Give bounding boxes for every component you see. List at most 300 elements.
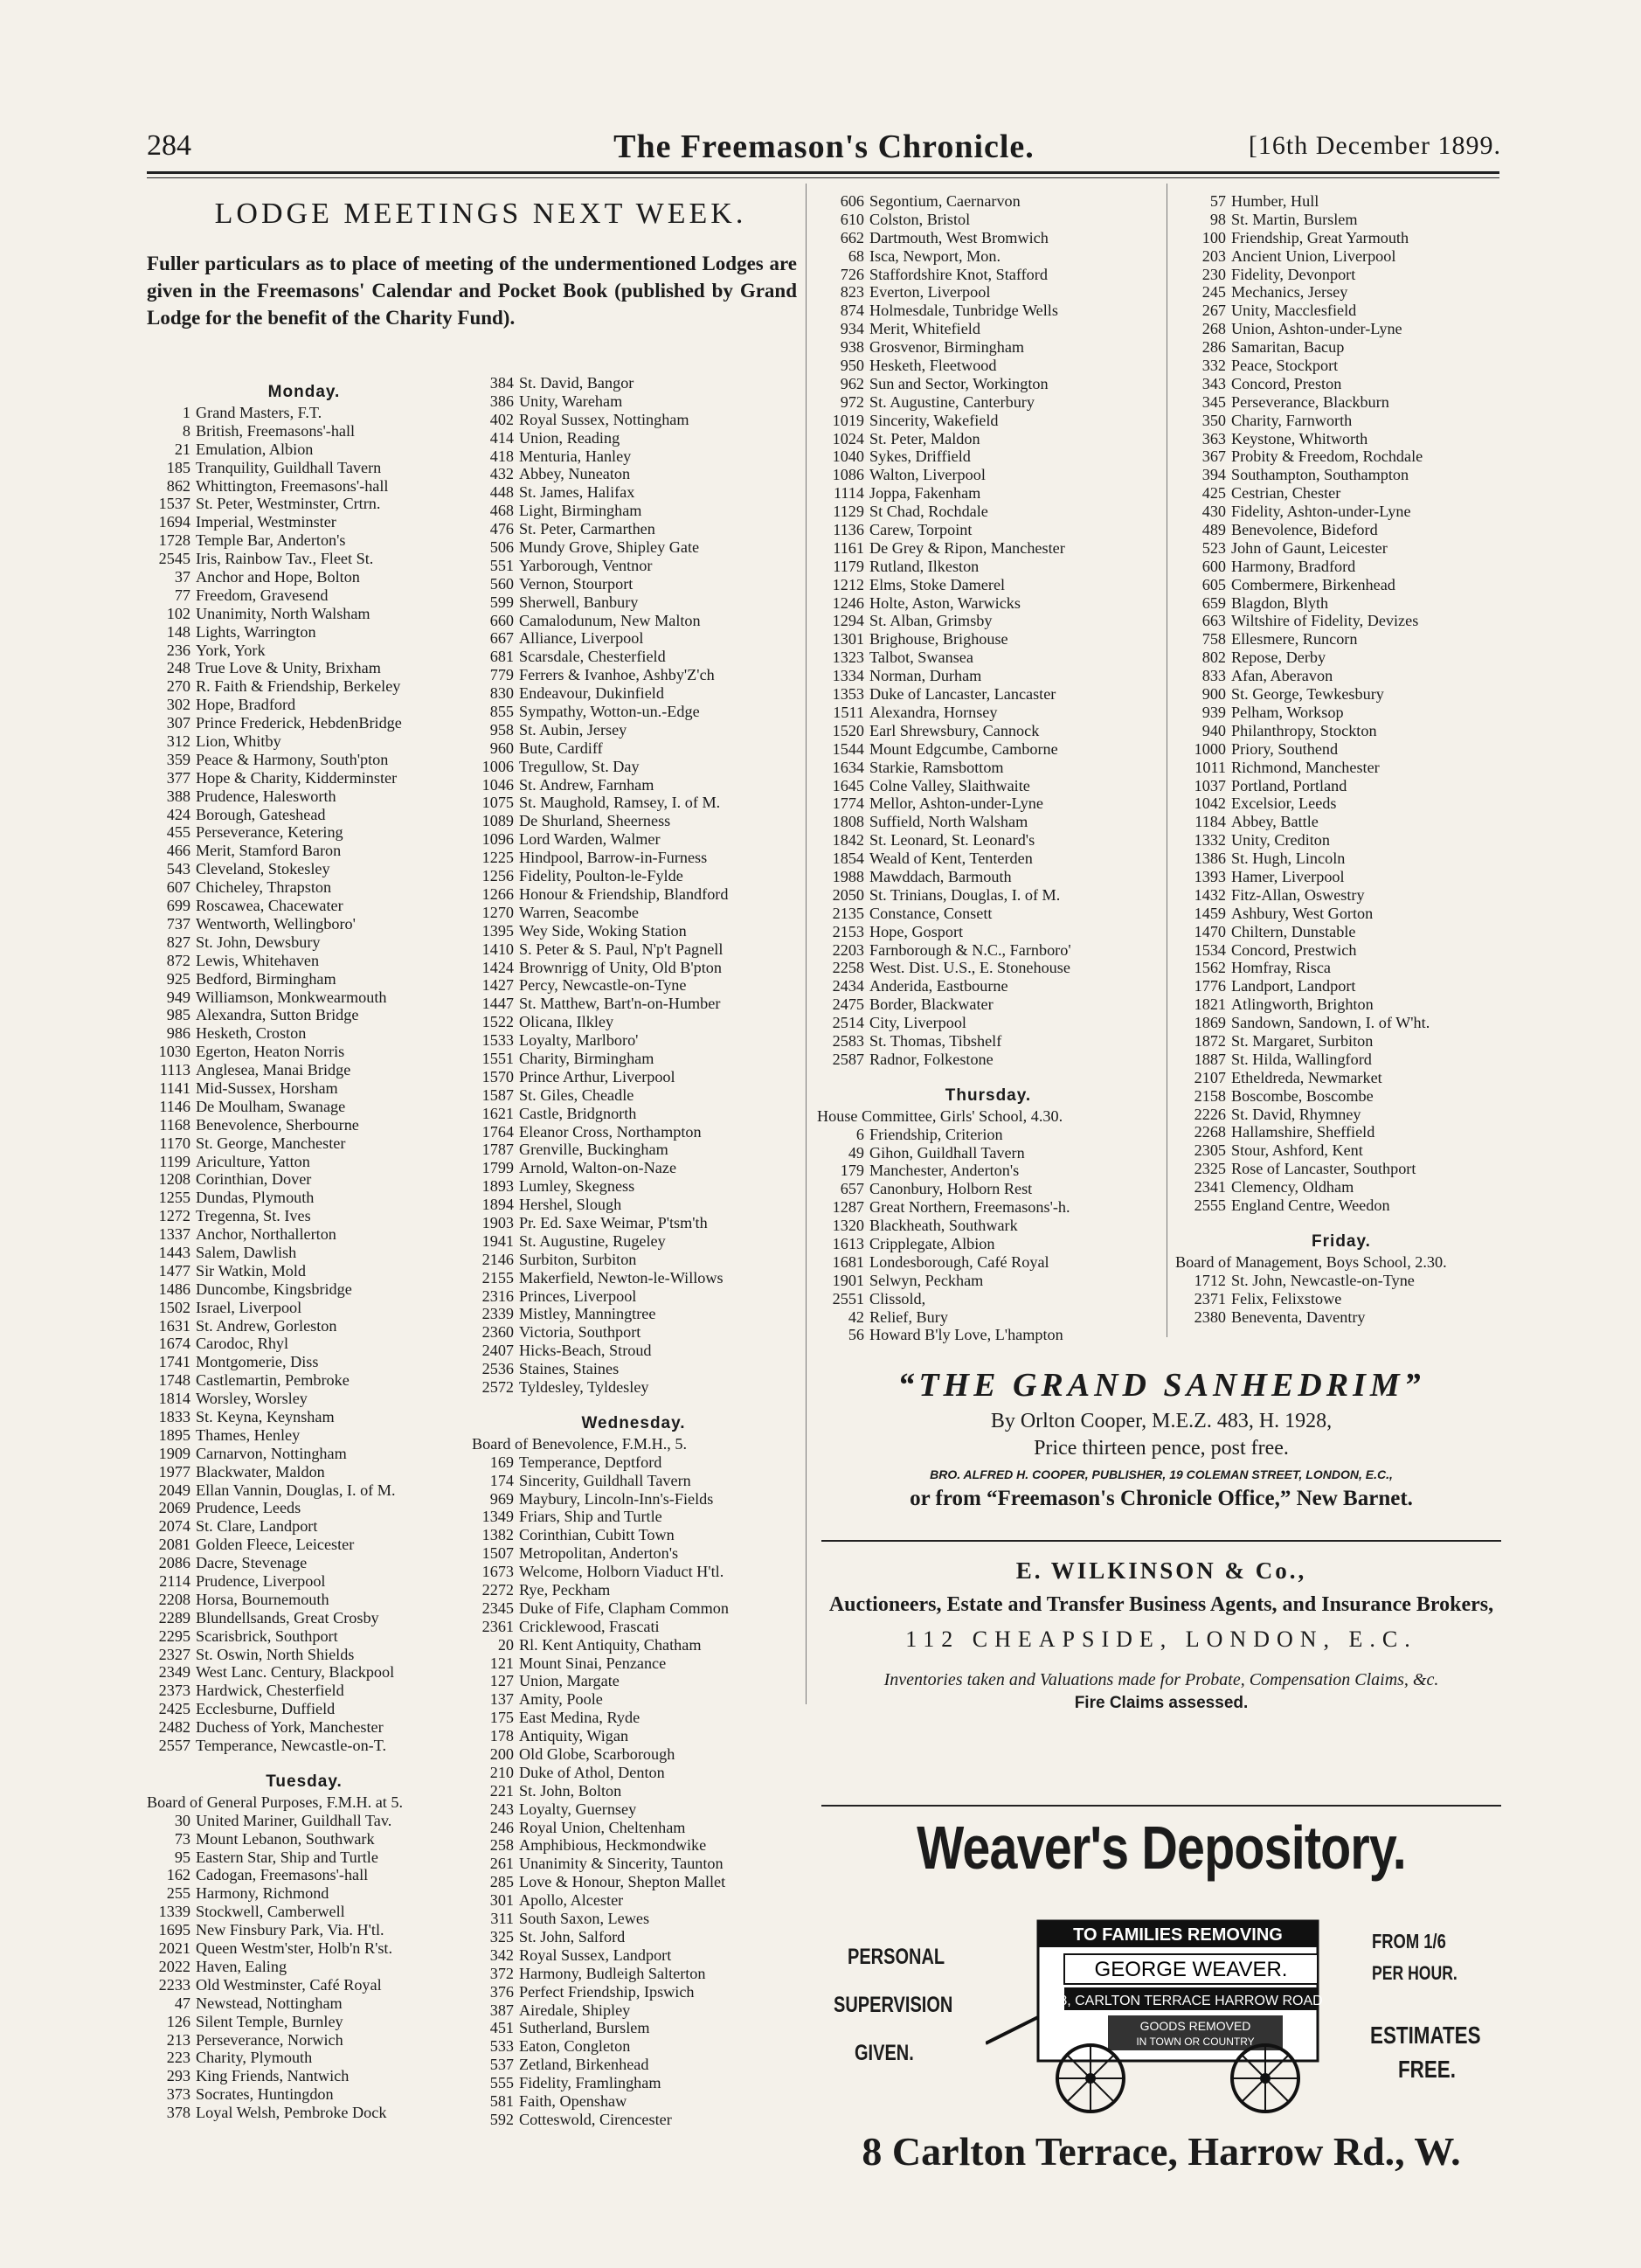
lodge-name-place: Newstead, Nottingham [196, 1994, 343, 2012]
sanhedrim-advert [821, 1366, 1501, 1511]
given-label: GIVEN. [855, 2041, 914, 2065]
lodge-name-place: Union, Margate [519, 1672, 620, 1690]
lodge-name-place: Perseverance, Norwich [196, 2030, 343, 2049]
lodge-name-place: S. Peter & S. Paul, N'p't Pagnell [519, 940, 724, 958]
lodge-number: 1712 [1194, 1271, 1226, 1289]
lodge-entry [472, 1177, 795, 1196]
lodge-name-place: Friendship, Great Yarmouth [1231, 228, 1409, 246]
lodge-number: 506 [489, 538, 514, 557]
lodge-entry [147, 605, 461, 623]
lodge-entry [472, 1672, 795, 1690]
lodge-number: 2316 [481, 1287, 514, 1305]
lodge-entry [472, 2074, 795, 2092]
lodge-name-place: Clemency, Oldham [1231, 1178, 1354, 1196]
lodge-entry [1175, 630, 1507, 648]
lodge-number: 2536 [481, 1360, 514, 1378]
lodge-number: 726 [840, 265, 864, 283]
lodge-entry [1175, 1308, 1507, 1327]
lodge-entry [472, 1196, 795, 1214]
lodge-entry [1175, 412, 1507, 430]
lodge-name-place: St. David, Rhymney [1231, 1105, 1361, 1123]
lodge-number: 2327 [158, 1645, 190, 1663]
lodge-name-place: St. Trinians, Douglas, I. of M. [869, 885, 1061, 904]
lodge-name-place: Blagdon, Blyth [1231, 593, 1329, 612]
lodge-number: 2272 [481, 1581, 514, 1599]
lodge-number: 378 [166, 2104, 190, 2122]
lodge-number: 600 [1201, 557, 1226, 575]
lodge-number: 363 [1201, 429, 1226, 447]
lodge-number: 476 [489, 520, 514, 538]
lodge-name-place: Concord, Prestwich [1231, 940, 1357, 959]
lodge-name-place: Boscombe, Boscombe [1231, 1086, 1374, 1105]
lodge-number: 359 [166, 750, 190, 768]
lodge-entry [472, 959, 795, 977]
lodge-number: 1212 [832, 575, 864, 593]
lodge-number: 270 [166, 677, 190, 696]
lodge-number: 56 [848, 1326, 864, 1344]
lodge-number: 605 [1201, 575, 1226, 593]
lodge-entry [817, 1217, 1160, 1235]
lodge-number: 2371 [1194, 1289, 1226, 1307]
lodge-name-place: Farnborough & N.C., Farnboro' [869, 940, 1071, 959]
van-town-text: IN TOWN OR COUNTRY [1136, 2036, 1255, 2048]
lodge-number: 261 [489, 1855, 514, 1873]
lodge-entry [472, 1965, 795, 1983]
lodge-number: 1225 [481, 849, 514, 867]
lodge-name-place: Sykes, Driffield [869, 447, 971, 466]
lodge-name-place: Egerton, Heaton Norris [196, 1043, 345, 1061]
lodge-entry [472, 1618, 795, 1636]
lodge-number: 1272 [158, 1207, 190, 1225]
lodge-name-place: Eleanor Cross, Northampton [519, 1122, 702, 1141]
lodge-name-place: Charity, Plymouth [196, 2049, 313, 2067]
lodge-number: 827 [166, 933, 190, 951]
lodge-number: 2373 [158, 1682, 190, 1700]
lodge-name-place: St. Andrew, Farnham [519, 775, 654, 794]
lodge-entry [472, 1544, 795, 1563]
lodge-number: 451 [489, 2019, 514, 2037]
wednesday-list-continued [817, 192, 1160, 1069]
lodge-number: 2158 [1194, 1086, 1226, 1105]
lodge-number: 2583 [832, 1031, 864, 1050]
lodge-entry [147, 714, 461, 732]
lodge-number: 376 [489, 1982, 514, 2001]
lodge-name-place: Corinthian, Cubitt Town [519, 1526, 675, 1544]
lodge-name-place: Fidelity, Poulton-le-Fylde [519, 867, 683, 885]
lodge-number: 1470 [1194, 922, 1226, 940]
lodge-number: 986 [166, 1024, 190, 1043]
lodge-entry [147, 933, 461, 952]
lodge-name-place: Constance, Consett [869, 904, 993, 922]
lodge-entry [147, 1153, 461, 1171]
column-4 [1175, 192, 1507, 1326]
lodge-name-place: Camalodunum, New Malton [519, 611, 701, 629]
lodge-entry [817, 302, 1160, 320]
lodge-entry [817, 266, 1160, 284]
lodge-number: 2555 [1194, 1196, 1226, 1214]
lodge-number: 1046 [481, 775, 514, 794]
lodge-name-place: Royal Union, Cheltenham [519, 1818, 686, 1836]
lodge-name-place: Talbot, Swansea [869, 648, 973, 667]
lodge-number: 162 [166, 1866, 190, 1884]
lodge-entry [472, 794, 795, 812]
lodge-name-place: King Friends, Nantwich [196, 2067, 350, 2085]
lodge-number: 1000 [1194, 739, 1226, 758]
lodge-name-place: Segontium, Caernarvon [869, 192, 1021, 210]
lodge-number: 394 [1201, 466, 1226, 484]
lodge-entry [472, 1599, 795, 1618]
lodge-entry [147, 1079, 461, 1098]
lodge-number: 2226 [1194, 1105, 1226, 1123]
lodge-name-place: Norman, Durham [869, 667, 982, 685]
lodge-number: 1287 [832, 1198, 864, 1217]
lodge-number: 1459 [1194, 904, 1226, 922]
lodge-number: 1353 [832, 685, 864, 704]
lodge-number: 1799 [481, 1159, 514, 1177]
lodge-number: 2289 [158, 1608, 190, 1626]
lodge-number: 127 [489, 1672, 514, 1690]
lodge-number: 1427 [481, 976, 514, 995]
lodge-name-place: Abbey, Battle [1231, 813, 1319, 831]
column-3 [817, 192, 1160, 1344]
lodge-entry [472, 1232, 795, 1251]
lodge-name-place: St. Peter, Maldon [869, 429, 980, 447]
lodge-entry [472, 739, 795, 758]
lodge-entry [147, 1463, 461, 1481]
per-hour-label: PER HOUR. [1372, 1962, 1458, 1984]
lodge-number: 1551 [481, 1049, 514, 1067]
lodge-name-place: Imperial, Westminster [196, 513, 336, 531]
lodge-number: 1141 [159, 1079, 190, 1097]
lodge-entry [472, 1819, 795, 1837]
free-label: FREE. [1398, 2056, 1456, 2083]
lodge-entry [817, 594, 1160, 613]
lodge-name-place: Queen Westm'ster, Holb'n R'st. [196, 1939, 393, 1958]
lodge-name-place: Brownrigg of Unity, Old B'pton [519, 958, 722, 976]
lodge-name-place: Thames, Henley [196, 1425, 301, 1444]
lodge-entry [472, 411, 795, 429]
lodge-entry [147, 2013, 461, 2031]
lodge-name-place: Brighouse, Brighouse [869, 630, 1008, 648]
page-header [147, 129, 1501, 164]
lodge-number: 1086 [832, 466, 864, 484]
lodge-entry [147, 1958, 461, 1976]
lodge-entry [817, 1180, 1160, 1198]
lodge-entry [817, 905, 1160, 923]
lodge-number: 179 [840, 1162, 864, 1180]
lodge-number: 100 [1201, 228, 1226, 246]
day-heading-thursday: Thursday. [945, 1085, 1032, 1105]
lodge-entry [817, 192, 1160, 211]
lodge-entry [472, 1526, 795, 1544]
lodge-number: 1486 [158, 1280, 190, 1298]
lodge-number: 221 [489, 1781, 514, 1800]
lodge-entry [472, 1105, 795, 1123]
lodge-entry [472, 575, 795, 593]
lodge-name-place: Earl Shrewsbury, Cannock [869, 721, 1040, 739]
lodge-name-place: St. John, Newcastle-on-Tyne [1231, 1271, 1415, 1289]
lodge-number: 900 [1201, 685, 1226, 704]
lodge-name-place: Worsley, Worsley [196, 1390, 308, 1408]
lodge-name-place: Duncombe, Kingsbridge [196, 1280, 352, 1298]
lodge-name-place: St. George, Tewkesbury [1231, 685, 1384, 704]
advert-author: By Orlton Cooper, M.E.Z. 483, H. 1928, [990, 1410, 1333, 1432]
lodge-number: 1320 [832, 1217, 864, 1235]
lodge-name-place: City, Liverpool [869, 1014, 966, 1032]
lodge-name-place: Hope, Gosport [869, 922, 964, 940]
lodge-entry [1175, 430, 1507, 448]
lodge-entry [472, 684, 795, 703]
lodge-name-place: Golden Fleece, Leicester [196, 1536, 355, 1554]
lodge-number: 1764 [481, 1122, 514, 1141]
lodge-entry [472, 557, 795, 575]
lodge-number: 2551 [832, 1289, 864, 1307]
lodge-number: 1443 [158, 1243, 190, 1261]
lodge-name-place: Duke of Lancaster, Lancaster [869, 685, 1056, 704]
lodge-number: 934 [840, 320, 864, 338]
lodge-number: 1631 [158, 1316, 190, 1335]
lodge-name-place: Selwyn, Peckham [869, 1271, 984, 1289]
lodge-name-place: Holte, Aston, Warwicks [869, 593, 1021, 612]
lodge-name-place: Hershel, Slough [519, 1196, 622, 1214]
lodge-number: 1 [182, 404, 190, 421]
lodge-number: 958 [489, 720, 514, 739]
lodge-number: 599 [489, 593, 514, 611]
lodge-number: 830 [489, 684, 514, 703]
lodge-name-place: Clissold, [869, 1289, 926, 1307]
lodge-entry [817, 393, 1160, 412]
lodge-entry [147, 1116, 461, 1134]
lodge-number: 581 [489, 2091, 514, 2110]
lodge-entry [817, 558, 1160, 576]
lodge-name-place: Metropolitan, Anderton's [519, 1544, 679, 1563]
lodge-name-place: Sandown, Sandown, I. of W'ht. [1231, 1014, 1430, 1032]
personal-label: PERSONAL [848, 1945, 945, 1969]
lodge-entry [472, 1287, 795, 1306]
lodge-number: 1562 [1194, 959, 1226, 977]
lodge-number: 1246 [832, 593, 864, 612]
lodge-number: 37 [174, 568, 190, 586]
lodge-entry [147, 1006, 461, 1024]
lodge-number: 2155 [481, 1268, 514, 1287]
lodge-entry [1175, 484, 1507, 503]
advert-or-from: or from “Freemason's Chronicle Office,” New Barnet. [910, 1487, 1413, 1510]
lodge-name-place: Wey Side, Woking Station [519, 921, 687, 940]
lodge-number: 2345 [481, 1599, 514, 1617]
lodge-name-place: Temperance, Deptford [519, 1453, 662, 1471]
lodge-number: 2074 [158, 1517, 190, 1536]
lodge-number: 468 [489, 502, 514, 520]
lodge-name-place: Emulation, Albion [196, 440, 314, 458]
lodge-name-place: Stockwell, Camberwell [196, 1903, 345, 1921]
lodge-name-place: England Centre, Weedon [1231, 1196, 1390, 1214]
lodge-number: 30 [174, 1811, 190, 1829]
lodge-entry [1175, 740, 1507, 759]
lodge-entry [147, 1335, 461, 1353]
lodge-entry [472, 2092, 795, 2111]
lodge-number: 2587 [832, 1050, 864, 1068]
lodge-name-place: St. John, Bolton [519, 1781, 622, 1800]
lodge-entry [147, 970, 461, 988]
lodge-entry [147, 1244, 461, 1262]
lodge-entry [817, 283, 1160, 302]
lodge-entry [817, 447, 1160, 466]
lodge-entry [147, 642, 461, 660]
lodge-number: 384 [489, 374, 514, 392]
lodge-name-place: Loyalty, Guernsey [519, 1800, 637, 1818]
lodge-name-place: St. Maughold, Ramsey, I. of M. [519, 794, 721, 812]
lodge-number: 49 [848, 1143, 864, 1162]
lodge-name-place: De Moulham, Swanage [196, 1097, 346, 1115]
lodge-entry [817, 229, 1160, 247]
lodge-number: 286 [1201, 338, 1226, 357]
lodge-name-place: Abbey, Nuneaton [519, 465, 631, 483]
lodge-entry [817, 484, 1160, 503]
lodge-number: 302 [166, 696, 190, 714]
lodge-number: 1634 [832, 758, 864, 776]
lodge-number: 1006 [481, 757, 514, 775]
lodge-number: 1774 [832, 794, 864, 813]
lodge-name-place: Hesketh, Fleetwood [869, 357, 997, 375]
lodge-entry [472, 1269, 795, 1287]
lodge-name-place: Prudence, Liverpool [196, 1572, 326, 1590]
lodge-entry [1175, 850, 1507, 868]
lodge-name-place: Unity, Macclesfield [1231, 302, 1357, 320]
lodge-name-place: Eaton, Congleton [519, 2037, 631, 2056]
lodge-entry [147, 1718, 461, 1737]
lodge-name-place: Cleveland, Stokesley [196, 860, 330, 878]
lodge-entry [817, 1253, 1160, 1272]
lodge-name-place: Bute, Cardiff [519, 739, 603, 757]
advert-inventories: Inventories taken and Valuations made for Probate, Compensation Claims, &c. [883, 1670, 1439, 1689]
lodge-name-place: Ellan Vannin, Douglas, I. of M. [196, 1481, 396, 1499]
lodge-entry [147, 1572, 461, 1591]
advert-fire-claims: Fire Claims assessed. [1074, 1694, 1249, 1712]
lodge-number: 1432 [1194, 885, 1226, 904]
lodge-number: 2557 [158, 1737, 190, 1755]
lodge-number: 388 [166, 787, 190, 805]
lodge-entry [1175, 357, 1507, 375]
lodge-entry [147, 1812, 461, 1830]
lodge-name-place: St. Augustine, Rugeley [519, 1231, 666, 1250]
lodge-number: 985 [166, 1006, 190, 1024]
lodge-entry [472, 2111, 795, 2129]
lodge-number: 1621 [481, 1104, 514, 1122]
lodge-name-place: Suffield, North Walsham [869, 813, 1028, 831]
lodge-number: 1808 [832, 813, 864, 831]
lodge-number: 430 [1201, 503, 1226, 521]
lodge-number: 1787 [481, 1141, 514, 1159]
lodge-number: 802 [1201, 648, 1226, 667]
lodge-number: 307 [166, 714, 190, 732]
lodge-entry [147, 531, 461, 550]
lodge-number: 555 [489, 2074, 514, 2092]
lodge-name-place: St. Peter, Carmarthen [519, 520, 655, 538]
lodge-number: 1645 [832, 776, 864, 794]
lodge-number: 523 [1201, 538, 1226, 557]
lodge-name-place: Stour, Ashford, Kent [1231, 1141, 1363, 1160]
lodge-entry [147, 988, 461, 1007]
lodge-number: 1395 [481, 921, 514, 940]
lodge-number: 6 [855, 1125, 864, 1143]
lodge-name-place: St. Hilda, Wallingford [1231, 1050, 1372, 1068]
lodge-number: 551 [489, 556, 514, 574]
lodge-name-place: St. Margaret, Surbiton [1231, 1031, 1374, 1050]
lodge-entry [147, 568, 461, 586]
lodge-number: 2081 [158, 1536, 190, 1554]
lodge-entry [147, 2104, 461, 2122]
lodge-number: 1024 [832, 429, 864, 447]
lodge-number: 1748 [158, 1371, 190, 1390]
lodge-entry [147, 1921, 461, 1939]
lodge-entry [1175, 1032, 1507, 1051]
lodge-name-place: Amphibious, Heckmondwike [519, 1836, 707, 1855]
lodge-entry [817, 886, 1160, 905]
lodge-name-place: Sincerity, Guildhall Tavern [519, 1471, 691, 1489]
lodge-name-place: Montgomerie, Diss [196, 1353, 319, 1371]
lodge-number: 1334 [832, 667, 864, 685]
lodge-name-place: Peace, Stockport [1231, 357, 1339, 375]
lodge-name-place: Unanimity, North Walsham [196, 604, 370, 622]
lodge-name-place: Zetland, Birkenhead [519, 2056, 649, 2074]
lodge-number: 681 [489, 648, 514, 666]
lodge-entry [1175, 576, 1507, 594]
lodge-number: 455 [166, 823, 190, 842]
lodge-number: 1114 [833, 484, 864, 503]
lodge-entry [147, 422, 461, 440]
lodge-name-place: Airedale, Shipley [519, 2001, 631, 2019]
lodge-entry [472, 447, 795, 466]
lodge-name-place: St. Thomas, Tibshelf [869, 1031, 1002, 1050]
lodge-number: 1695 [158, 1921, 190, 1939]
lodge-number: 533 [489, 2037, 514, 2056]
lodge-entry [147, 1627, 461, 1646]
lodge-number: 2021 [158, 1939, 190, 1958]
lodge-entry [1175, 539, 1507, 558]
lodge-number: 1255 [158, 1189, 190, 1207]
lodge-name-place: Weald of Kent, Tenterden [869, 850, 1033, 868]
lodge-entry [817, 794, 1160, 813]
lodge-number: 2258 [832, 959, 864, 977]
lodge-name-place: St. John, Salford [519, 1927, 626, 1945]
lodge-name-place: Scarisbrick, Southport [196, 1626, 338, 1645]
lodge-number: 448 [489, 483, 514, 502]
lodge-name-place: Roscawea, Chacewater [196, 897, 343, 915]
lodge-name-place: Williamson, Monkwearmouth [196, 988, 387, 1006]
lodge-name-place: Landport, Landport [1231, 977, 1356, 995]
lodge-number: 1477 [158, 1261, 190, 1280]
lodge-name-place: Concord, Preston [1231, 374, 1342, 392]
lodge-name-place: St. George, Manchester [196, 1134, 346, 1152]
lodge-number: 8 [182, 421, 190, 440]
lodge-name-place: Castlemartin, Pembroke [196, 1371, 350, 1390]
lodge-name-place: Cripplegate, Albion [869, 1235, 995, 1252]
advert-address: 112 CHEAPSIDE, LONDON, E.C. [905, 1626, 1417, 1652]
lodge-entry [472, 2056, 795, 2074]
lodge-entry [472, 1123, 795, 1141]
lodge-entry [817, 1272, 1160, 1290]
lodge-name-place: Royal Sussex, Landport [519, 1945, 672, 1964]
lodge-name-place: R. Faith & Friendship, Berkeley [196, 677, 401, 696]
lodge-name-place: Blackwater, Maldon [196, 1462, 325, 1481]
lodge-entry [472, 976, 795, 995]
lodge-number: 1941 [481, 1231, 514, 1250]
lodge-number: 1613 [832, 1235, 864, 1252]
lodge-name-place: Amity, Poole [519, 1690, 603, 1709]
lodge-name-place: True Love & Unity, Brixham [196, 659, 381, 677]
lodge-entry [472, 465, 795, 483]
lodge-entry [147, 1737, 461, 1755]
